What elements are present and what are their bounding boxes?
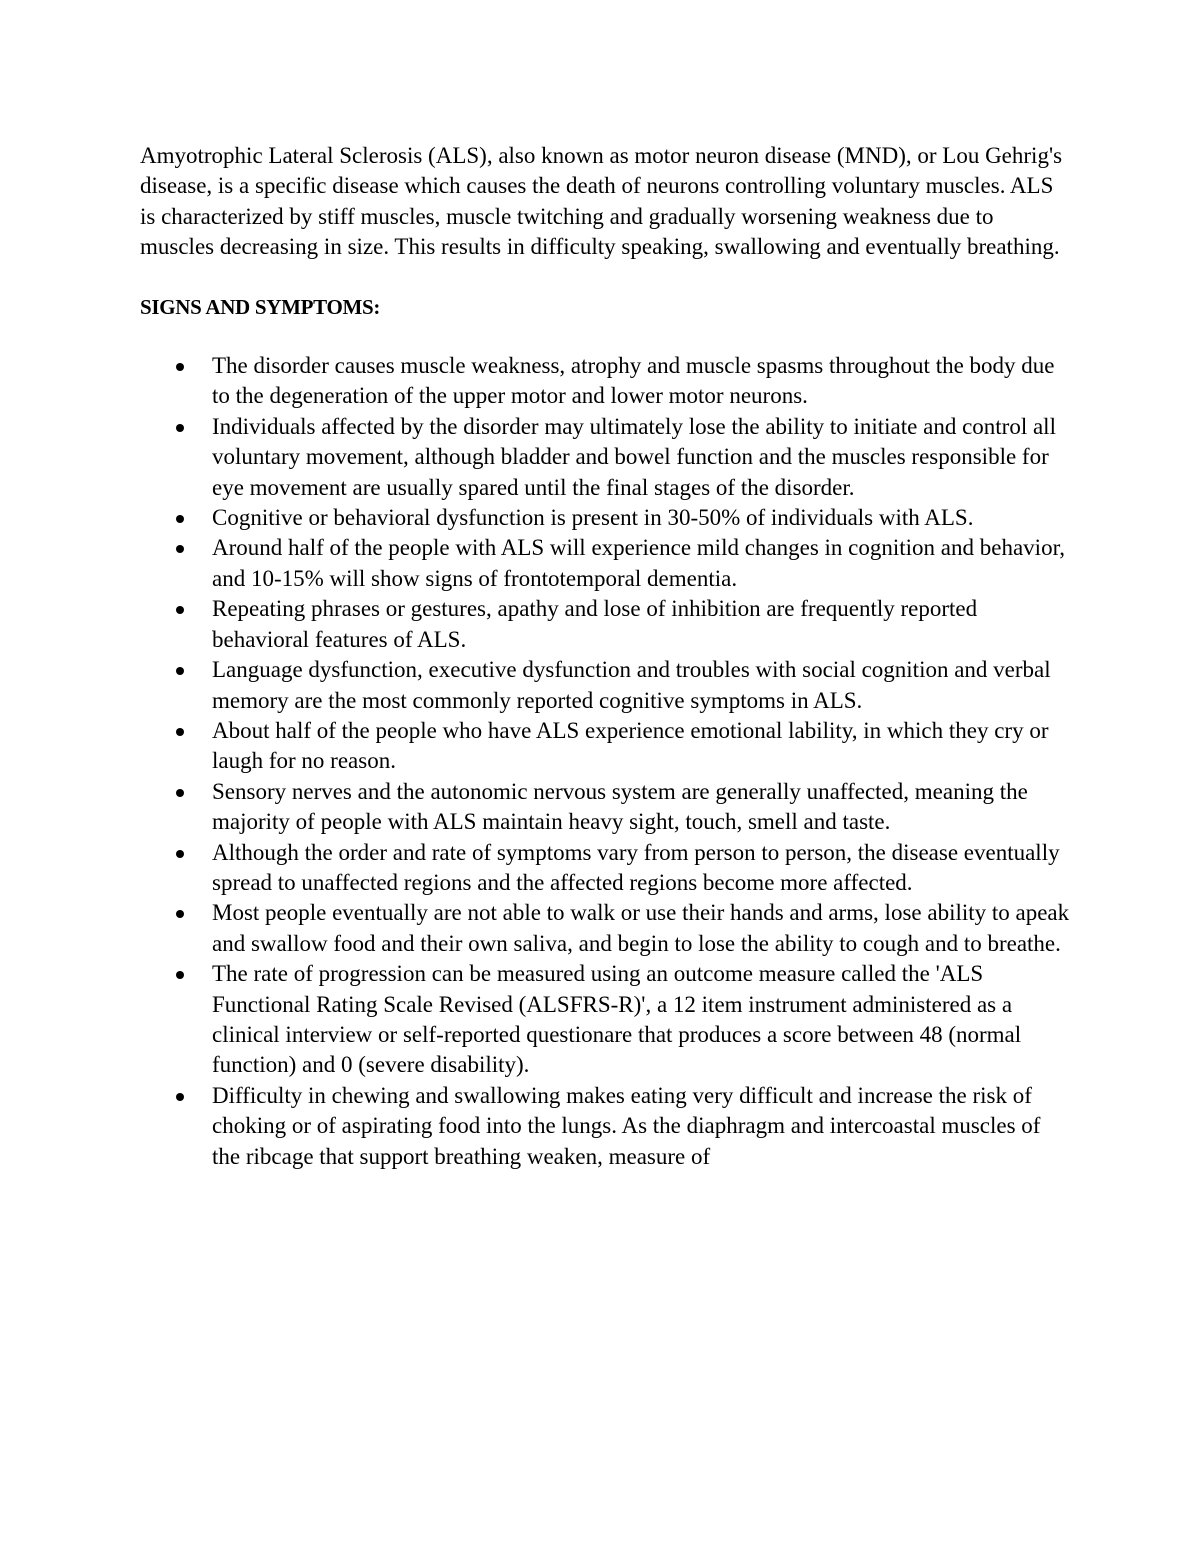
bullet-icon: [176, 910, 184, 918]
list-item: [140, 412, 1070, 503]
bullet-icon: [176, 971, 184, 979]
bullet-icon: [176, 424, 184, 432]
bullet-icon: [176, 667, 184, 675]
list-item: [140, 898, 1070, 959]
list-item: [140, 594, 1070, 655]
section-heading: SIGNS AND SYMPTOMS:: [140, 294, 381, 319]
list-item-text: Difficulty in chewing and swallowing makes eating very difficult and increase the risk of choking or of aspirating food into the lungs. As the diaphragm and intercoastal muscles of the ribcage that support breathing weaken, measure of: [212, 1082, 1041, 1169]
list-item-text: Although the order and rate of symptoms vary from person to person, the disease eventually spread to unaffected regions and the affected regions become more affected.: [212, 839, 1060, 895]
list-item: [140, 716, 1070, 777]
list-item-text: Language dysfunction, executive dysfunction and troubles with social cognition and verbal memory are the most commonly reported cognitive symptoms in ALS.: [212, 657, 1051, 713]
list-item-text: Cognitive or behavioral dysfunction is present in 30-50% of individuals with ALS.: [212, 505, 974, 531]
bullet-icon: [176, 1093, 184, 1101]
symptoms-list: [140, 351, 1070, 1172]
list-item: [140, 655, 1070, 716]
list-item: [140, 1081, 1070, 1172]
bullet-icon: [176, 789, 184, 797]
list-item-text: The rate of progression can be measured using an outcome measure called the 'ALS Functional Rating Scale Revised (ALSFRS-R)', a 12 item instrument administered as a clinical interview or self-reported questionare that produces a score between 48 (normal function) and 0 (severe disability).: [212, 961, 1022, 1078]
bullet-icon: [176, 545, 184, 553]
list-item: [140, 838, 1070, 899]
list-item: [140, 959, 1070, 1081]
list-item-text: About half of the people who have ALS experience emotional lability, in which they cry or laugh for no reason.: [212, 717, 1049, 774]
list-item: [140, 777, 1070, 838]
list-item-text: Individuals affected by the disorder may ultimately lose the ability to initiate and control all voluntary movement, although bladder and bowel function and the muscles responsible for eye movement are usually spared until the final stages of the disorder.: [212, 413, 1056, 500]
bullet-icon: [176, 515, 184, 523]
list-item: [140, 503, 1070, 533]
bullet-icon: [176, 606, 184, 614]
list-item-text: Most people eventually are not able to walk or use their hands and arms, lose ability to apeak and swallow food and their own saliva, and begin to lose the ability to cough and to breathe.: [212, 900, 1070, 956]
document-body: [140, 141, 1070, 1172]
list-item-text: Repeating phrases or gestures, apathy and lose of inhibition are frequently reported behavioral features of ALS.: [212, 596, 978, 652]
bullet-icon: [176, 850, 184, 858]
list-item-text: Around half of the people with ALS will experience mild changes in cognition and behavior, and 10-15% will show signs of frontotemporal dementia.: [212, 535, 1066, 591]
list-item: [140, 533, 1070, 594]
intro-paragraph: Amyotrophic Lateral Sclerosis (ALS), also known as motor neuron disease (MND), or Lou Gehrig's disease, is a specific disease which causes the death of neurons controlling voluntary muscles. ALS is characterized by stiff muscles, muscle twitching and gradually worsening weakness due to muscles decreasing in size. This results in difficulty speaking, swallowing and eventually breathing.: [140, 143, 1063, 260]
list-item-text: The disorder causes muscle weakness, atrophy and muscle spasms throughout the body due to the degeneration of the upper motor and lower motor neurons.: [212, 353, 1055, 409]
list-item-text: Sensory nerves and the autonomic nervous system are generally unaffected, meaning the majority of people with ALS maintain heavy sight, touch, smell and taste.: [212, 778, 1028, 835]
bullet-icon: [176, 363, 184, 371]
bullet-icon: [176, 728, 184, 736]
list-item: [140, 351, 1070, 412]
